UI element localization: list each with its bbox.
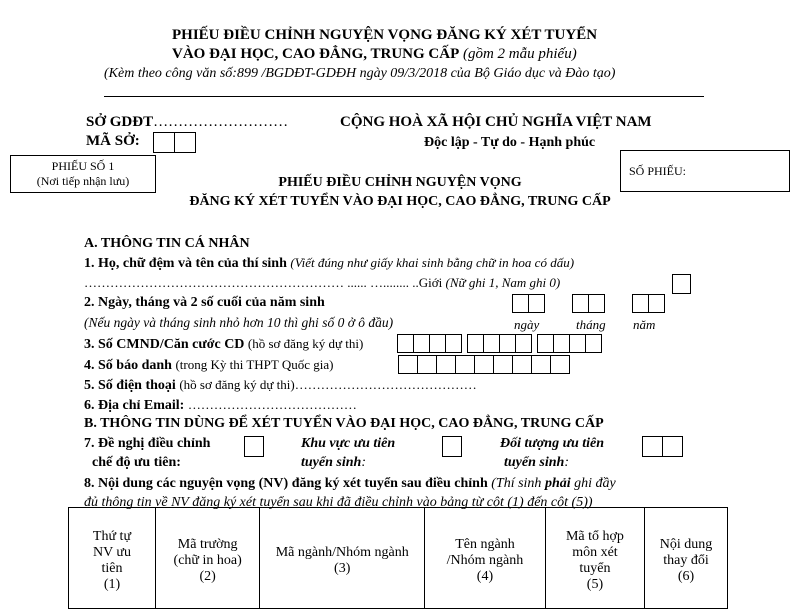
q7-line2: chế độ ưu tiên:	[92, 455, 181, 470]
section-a-heading: A. THÔNG TIN CÁ NHÂN	[84, 236, 250, 251]
sbd-cell[interactable]	[398, 355, 418, 374]
sbd-cell[interactable]	[455, 355, 475, 374]
section-b-heading: B. THÔNG TIN DÙNG ĐỂ XÉT TUYỂN VÀO ĐẠI HỌC, CAO ĐẲNG, TRUNG CẤP	[84, 416, 604, 431]
republic-motto: Độc lập - Tự do - Hạnh phúc	[424, 135, 596, 150]
dt-cell[interactable]	[642, 436, 663, 457]
col-thu-tu-nv	[69, 508, 156, 609]
sbd-cell[interactable]	[550, 355, 570, 374]
q8-row	[84, 476, 616, 492]
col6-line2: thay đổi	[663, 553, 709, 568]
nam-label: năm	[633, 317, 656, 332]
dob-year-cell[interactable]	[648, 294, 665, 313]
cmnd-cell[interactable]	[467, 334, 484, 353]
sbd-cell[interactable]	[436, 355, 456, 374]
kv-line1: Khu vực ưu tiên	[301, 436, 396, 451]
cmnd-cell[interactable]	[585, 334, 602, 353]
form-title-line2: ĐĂNG KÝ XÉT TUYỂN VÀO ĐẠI HỌC, CAO ĐẲNG, TRUNG CẤP	[189, 194, 611, 209]
ma-so-boxes[interactable]	[153, 132, 195, 153]
gioi-box[interactable]	[672, 274, 690, 294]
ngay-label: ngày	[514, 317, 540, 332]
dt-colon: :	[564, 455, 569, 470]
so-phieu-box[interactable]	[620, 150, 790, 192]
q7-checkbox[interactable]	[244, 436, 263, 457]
col4-line1: Tên ngành	[455, 537, 515, 552]
col2-line1: Mã trường	[177, 537, 238, 552]
col-ma-nganh	[260, 508, 425, 609]
form-title-line1: PHIẾU ĐIỀU CHỈNH NGUYỆN VỌNG	[278, 175, 522, 190]
sbd-cell[interactable]	[417, 355, 437, 374]
col1-num: (1)	[103, 577, 121, 592]
cmnd-cell[interactable]	[569, 334, 586, 353]
q5-label: 5. Số điện thoại	[84, 378, 176, 393]
col1-line2: NV ưu	[92, 545, 132, 560]
sbd-cell[interactable]	[474, 355, 494, 374]
ma-so-cell[interactable]	[153, 132, 175, 153]
col2-num: (2)	[199, 569, 216, 584]
phieu-so-1-box	[10, 155, 156, 193]
dob-day-cell[interactable]	[528, 294, 545, 313]
gioi-label: Giới	[418, 275, 443, 290]
dob-day-cell[interactable]	[512, 294, 529, 313]
thang-label: tháng	[576, 317, 606, 332]
dob-month-cell[interactable]	[572, 294, 589, 313]
q8-hint-line2: đủ thông tin về NV đăng ký xét tuyển sau khi đã điều chỉnh vào bảng từ cột (1) đến cột (5))	[84, 495, 593, 510]
dt-line1: Đối tượng ưu tiên	[500, 436, 605, 451]
q2-hint: (Nếu ngày và tháng sinh nhỏ hơn 10 thì ghi số 0 ở ô đầu)	[84, 315, 394, 330]
col5-line2: môn xét	[572, 545, 618, 560]
q4-label: 4. Số báo danh	[84, 358, 172, 373]
sbd-cell[interactable]	[512, 355, 532, 374]
q7-cell[interactable]	[244, 436, 264, 457]
cmnd-cell[interactable]	[413, 334, 430, 353]
col6-line1: Nội dung	[659, 537, 713, 552]
sbd-boxes[interactable]	[398, 355, 569, 374]
q7-line1: 7. Đề nghị điều chỉnh	[84, 436, 211, 451]
col-ma-truong	[155, 508, 259, 609]
cmnd-cell[interactable]	[553, 334, 570, 353]
kv-line2: tuyển sinh	[301, 455, 362, 470]
cmnd-cell[interactable]	[515, 334, 532, 353]
dt-cell[interactable]	[662, 436, 683, 457]
doc-title-line2	[172, 46, 577, 63]
q4-row	[84, 357, 333, 374]
cmnd-cell[interactable]	[483, 334, 500, 353]
col1-line3: tiên	[101, 561, 123, 576]
q8-hint-c: ghi đầy	[574, 476, 616, 491]
q4-hint: (trong Kỳ thi THPT Quốc gia)	[175, 357, 334, 372]
col3-line1: Mã ngành/Nhóm ngành	[275, 545, 409, 560]
col-ten-nganh	[425, 508, 546, 609]
col5-line3: tuyển	[579, 561, 611, 576]
col6-num: (6)	[677, 569, 695, 584]
nv-table	[68, 507, 728, 609]
col2-line2: (chữ in hoa)	[173, 553, 242, 568]
q2-label: 2. Ngày, tháng và 2 số cuối của năm sinh	[84, 295, 325, 310]
doc-subtitle: (Kèm theo công văn số:899 /BGDĐT-GDĐH ngày 09/3/2018 của Bộ Giáo dục và Đào tạo)	[104, 66, 616, 81]
col4-num: (4)	[476, 569, 494, 584]
col3-num: (3)	[334, 561, 351, 576]
doc-title-line1: PHIẾU ĐIỀU CHỈNH NGUYỆN VỌNG ĐĂNG KÝ XÉT TUYỂN	[172, 27, 598, 43]
cmnd-cell[interactable]	[537, 334, 554, 353]
sbd-cell[interactable]	[493, 355, 513, 374]
col1-line1: Thứ tự	[92, 529, 132, 544]
q6-dots: …………………………………	[187, 397, 357, 412]
q6-label: 6. Địa chỉ Email:	[84, 398, 185, 413]
q1-dots: …………………………………………………… ...... …........ ..	[84, 275, 419, 290]
dt-line2-wrap	[504, 455, 569, 471]
dob-year-cell[interactable]	[632, 294, 649, 313]
q3-label: 3. Số CMND/Căn cước CD	[84, 337, 245, 352]
gioi-cell[interactable]	[672, 274, 691, 294]
q3-row	[84, 336, 363, 353]
cmnd-cell[interactable]	[397, 334, 414, 353]
so-phieu-label: SỐ PHIẾU:	[629, 164, 687, 178]
dob-month-cell[interactable]	[588, 294, 605, 313]
col-noi-dung-thay-doi	[645, 508, 728, 609]
kv-checkbox[interactable]	[442, 436, 461, 457]
q3-hint: (hồ sơ đăng ký dự thi)	[247, 336, 364, 351]
republic-title: CỘNG HOÀ XÃ HỘI CHỦ NGHĨA VIỆT NAM	[340, 114, 652, 130]
nv-table-header-row	[69, 508, 728, 609]
q8-hint-b: phải	[544, 476, 571, 491]
phieu-so-1-label: PHIẾU SỐ 1	[51, 159, 115, 173]
q1-hint: (Viết đúng như giấy khai sinh bằng chữ in hoa có dấu)	[290, 255, 575, 270]
dob-boxes[interactable]	[512, 294, 670, 313]
q5-row	[84, 377, 477, 394]
ma-so-label: MÃ SỞ:	[86, 133, 140, 149]
q1-label: 1. Họ, chữ đệm và tên của thí sinh	[84, 256, 287, 271]
col4-line2: /Nhóm ngành	[446, 553, 524, 568]
q8-hint-a: (Thí sinh	[491, 476, 542, 491]
noi-tiep-nhan-label: (Nơi tiếp nhận lưu)	[36, 174, 130, 188]
dt-boxes[interactable]	[642, 436, 682, 457]
dt-line2: tuyển sinh	[504, 455, 565, 470]
kv-colon: :	[361, 455, 366, 470]
so-gddt-dots: ………………………	[153, 114, 289, 130]
q5-hint: (hồ sơ đăng ký dự thi)……………………………………	[179, 377, 477, 392]
sbd-cell[interactable]	[531, 355, 551, 374]
doc-title-line2-bold: VÀO ĐẠI HỌC, CAO ĐẲNG, TRUNG CẤP	[172, 46, 460, 62]
q8-label: 8. Nội dung các nguyện vọng (NV) đăng ký xét tuyển sau điều chỉnh	[84, 476, 488, 491]
header-divider	[104, 96, 704, 97]
cmnd-boxes[interactable]	[397, 334, 607, 353]
col5-num: (5)	[586, 577, 604, 592]
col-ma-to-hop	[545, 508, 644, 609]
gioi-hint: (Nữ ghi 1, Nam ghi 0)	[445, 275, 561, 290]
q1-row	[84, 255, 574, 272]
ma-so-cell[interactable]	[174, 132, 196, 153]
q1-name-line[interactable]	[84, 275, 560, 291]
so-gddt-text: SỞ GDĐT	[86, 114, 154, 130]
cmnd-cell[interactable]	[445, 334, 462, 353]
cmnd-cell[interactable]	[429, 334, 446, 353]
cmnd-cell[interactable]	[499, 334, 516, 353]
doc-title-line2-italic: (gồm 2 mẫu phiếu)	[462, 46, 577, 62]
col5-line1: Mã tổ hợp	[565, 529, 624, 544]
so-gddt-label	[86, 114, 288, 131]
kv-cell[interactable]	[442, 436, 462, 457]
kv-line2-wrap	[301, 455, 366, 471]
q6-row	[84, 397, 357, 414]
